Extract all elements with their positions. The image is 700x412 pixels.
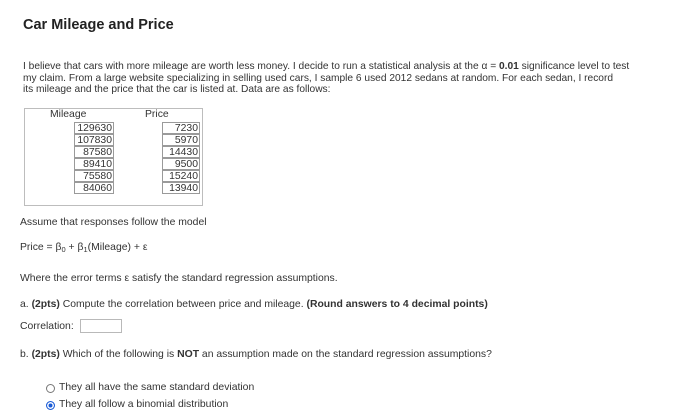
option-radio-binomial[interactable] bbox=[46, 401, 55, 410]
intro-line-1: I believe that cars with more mileage are worth less money. I decide to run a statistical analysis at the α = 0.01 significance level to test bbox=[23, 61, 630, 72]
price-cell: 13940 bbox=[162, 182, 200, 194]
correlation-label: Correlation: bbox=[20, 321, 74, 332]
mileage-cell: 87580 bbox=[74, 146, 114, 158]
mileage-cell: 84060 bbox=[74, 182, 114, 194]
page-title: Car Mileage and Price bbox=[23, 17, 174, 33]
intro-line-2: my claim. From a large website specializing in selling used cars, I sample 6 used 2012 sedans at random. For each sedan, I record bbox=[23, 72, 614, 84]
alpha-value: 0.01 bbox=[498, 61, 519, 72]
question-b: b. (2pts) Which of the following is NOT an assumption made on the standard regression assumptions? bbox=[20, 349, 492, 360]
price-cell: 5970 bbox=[162, 134, 200, 146]
price-cell: 14430 bbox=[162, 146, 200, 158]
price-cell: 9500 bbox=[162, 158, 200, 170]
header-mileage: Mileage bbox=[50, 109, 87, 120]
model-equation: Price = $\beta_0$ + $\beta_1(Mileage) + \varepsilon$ bbox=[20, 242, 148, 254]
option-radio-same-sd[interactable] bbox=[46, 384, 55, 393]
mileage-cell: 89410 bbox=[74, 158, 114, 170]
intro-line-3: its mileage and the price that the car is listed at. Data are as follows: bbox=[23, 84, 331, 96]
question-a: a. (2pts) Compute the correlation between price and mileage. (Round answers to 4 decimal points) bbox=[20, 299, 488, 310]
mileage-cell: 75580 bbox=[74, 170, 114, 182]
model-assumption: Assume that responses follow the model bbox=[20, 217, 207, 228]
price-cell: 15240 bbox=[162, 170, 200, 182]
option-label-binomial[interactable]: They all follow a binomial distribution bbox=[59, 399, 229, 410]
option-label-same-sd[interactable]: They all have the same standard deviation bbox=[59, 382, 255, 393]
header-price: Price bbox=[145, 109, 169, 120]
mileage-cell: 129630 bbox=[74, 122, 114, 134]
price-cell: 7230 bbox=[162, 122, 200, 134]
correlation-input[interactable] bbox=[80, 319, 122, 333]
problem-statement bbox=[23, 61, 683, 96]
error-terms-note: Where the error terms ε satisfy the standard regression assumptions. bbox=[20, 273, 338, 284]
mileage-cell: 107830 bbox=[74, 134, 114, 146]
